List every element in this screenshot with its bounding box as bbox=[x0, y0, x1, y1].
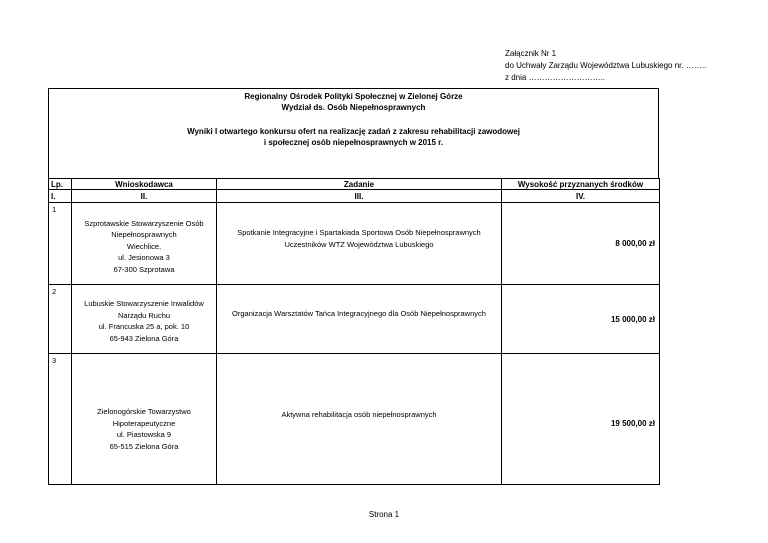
applicant-line: Szprotawskie Stowarzyszenie Osób bbox=[84, 218, 204, 228]
applicant-line: Wiechlice, bbox=[126, 241, 162, 251]
col-amount-header: Wysokość przyznanych środków bbox=[502, 179, 660, 190]
row-amount: 8 000,00 zł bbox=[502, 203, 660, 285]
row-applicant bbox=[72, 285, 217, 354]
col-task-header: Zadanie bbox=[217, 179, 502, 190]
results-title-line-2: i społecznej osób niepełnosprawnych w 2015 r. bbox=[263, 138, 444, 147]
applicant-line: ul. Piastowska 9 bbox=[116, 430, 172, 439]
col-amount-roman: IV. bbox=[502, 190, 660, 203]
row-lp: 3 bbox=[49, 354, 72, 485]
applicant-line: Hipoterapeutyczne bbox=[112, 418, 176, 428]
applicant-line: Zielonogórskie Towarzystwo bbox=[97, 407, 191, 416]
applicant-line: 65-943 Zielona Góra bbox=[109, 333, 179, 343]
annex-block bbox=[505, 48, 706, 84]
applicant-line: Lubuskie Stowarzyszenie Inwalidów bbox=[84, 299, 204, 308]
row-lp: 1 bbox=[49, 203, 72, 285]
row-applicant bbox=[72, 203, 217, 285]
col-lp-roman: I. bbox=[49, 190, 72, 203]
col-applicant-header: Wnioskodawca bbox=[72, 179, 217, 190]
row-amount: 15 000,00 zł bbox=[502, 285, 660, 354]
row-lp: 2 bbox=[49, 285, 72, 354]
table-row bbox=[49, 285, 660, 354]
col-task-roman: III. bbox=[217, 190, 502, 203]
applicant-line: ul. Francuska 25 a, pok. 10 bbox=[98, 322, 190, 331]
applicant-line: Narządu Ruchu bbox=[117, 310, 171, 320]
annex-line-2: do Uchwały Zarządu Województwa Lubuskiego nr. …….. bbox=[505, 61, 707, 70]
task-line: Organizacja Warsztatów Tańca Integracyjnego dla Osób Niepełnosprawnych bbox=[232, 309, 486, 319]
org-department: Wydział ds. Osób Niepełnosprawnych bbox=[281, 103, 426, 112]
row-task bbox=[217, 203, 502, 285]
table-row bbox=[49, 354, 660, 485]
results-title-line-1: Wyniki I otwartego konkursu ofert na realizację zadań z zakresu rehabilitacji zawodowej bbox=[187, 127, 520, 136]
row-task bbox=[217, 354, 502, 485]
applicant-line: 67-300 Szprotawa bbox=[113, 264, 175, 274]
row-task bbox=[217, 285, 502, 354]
document-header-frame bbox=[48, 88, 659, 178]
table-header-row bbox=[49, 179, 660, 190]
col-applicant-roman: II. bbox=[72, 190, 217, 203]
col-lp-header: Lp. bbox=[49, 179, 72, 190]
task-line: Aktywna rehabilitacja osób niepełnosprawnych bbox=[281, 410, 437, 420]
table-roman-row bbox=[49, 190, 660, 203]
results-table bbox=[48, 178, 660, 485]
org-name: Regionalny Ośrodek Polityki Społecznej w Zielonej Górze bbox=[244, 92, 463, 101]
task-line: Uczestników WTZ Województwa Lubuskiego bbox=[284, 239, 434, 249]
applicant-line: 65-515 Zielona Góra bbox=[109, 441, 179, 451]
applicant-line: ul. Jesionowa 3 bbox=[118, 253, 170, 263]
page-number: Strona 1 bbox=[368, 510, 400, 519]
row-applicant bbox=[72, 354, 217, 485]
row-amount: 19 500,00 zł bbox=[502, 354, 660, 485]
annex-line-1: Załącznik Nr 1 bbox=[505, 49, 557, 58]
annex-line-3: z dnia ……………………….. bbox=[505, 73, 606, 82]
task-line: Spotkanie Integracyjne i Spartakiada Sportowa Osób Niepełnosprawnych bbox=[237, 228, 481, 237]
table-row bbox=[49, 203, 660, 285]
applicant-line: Niepełnosprawnych bbox=[111, 230, 177, 240]
